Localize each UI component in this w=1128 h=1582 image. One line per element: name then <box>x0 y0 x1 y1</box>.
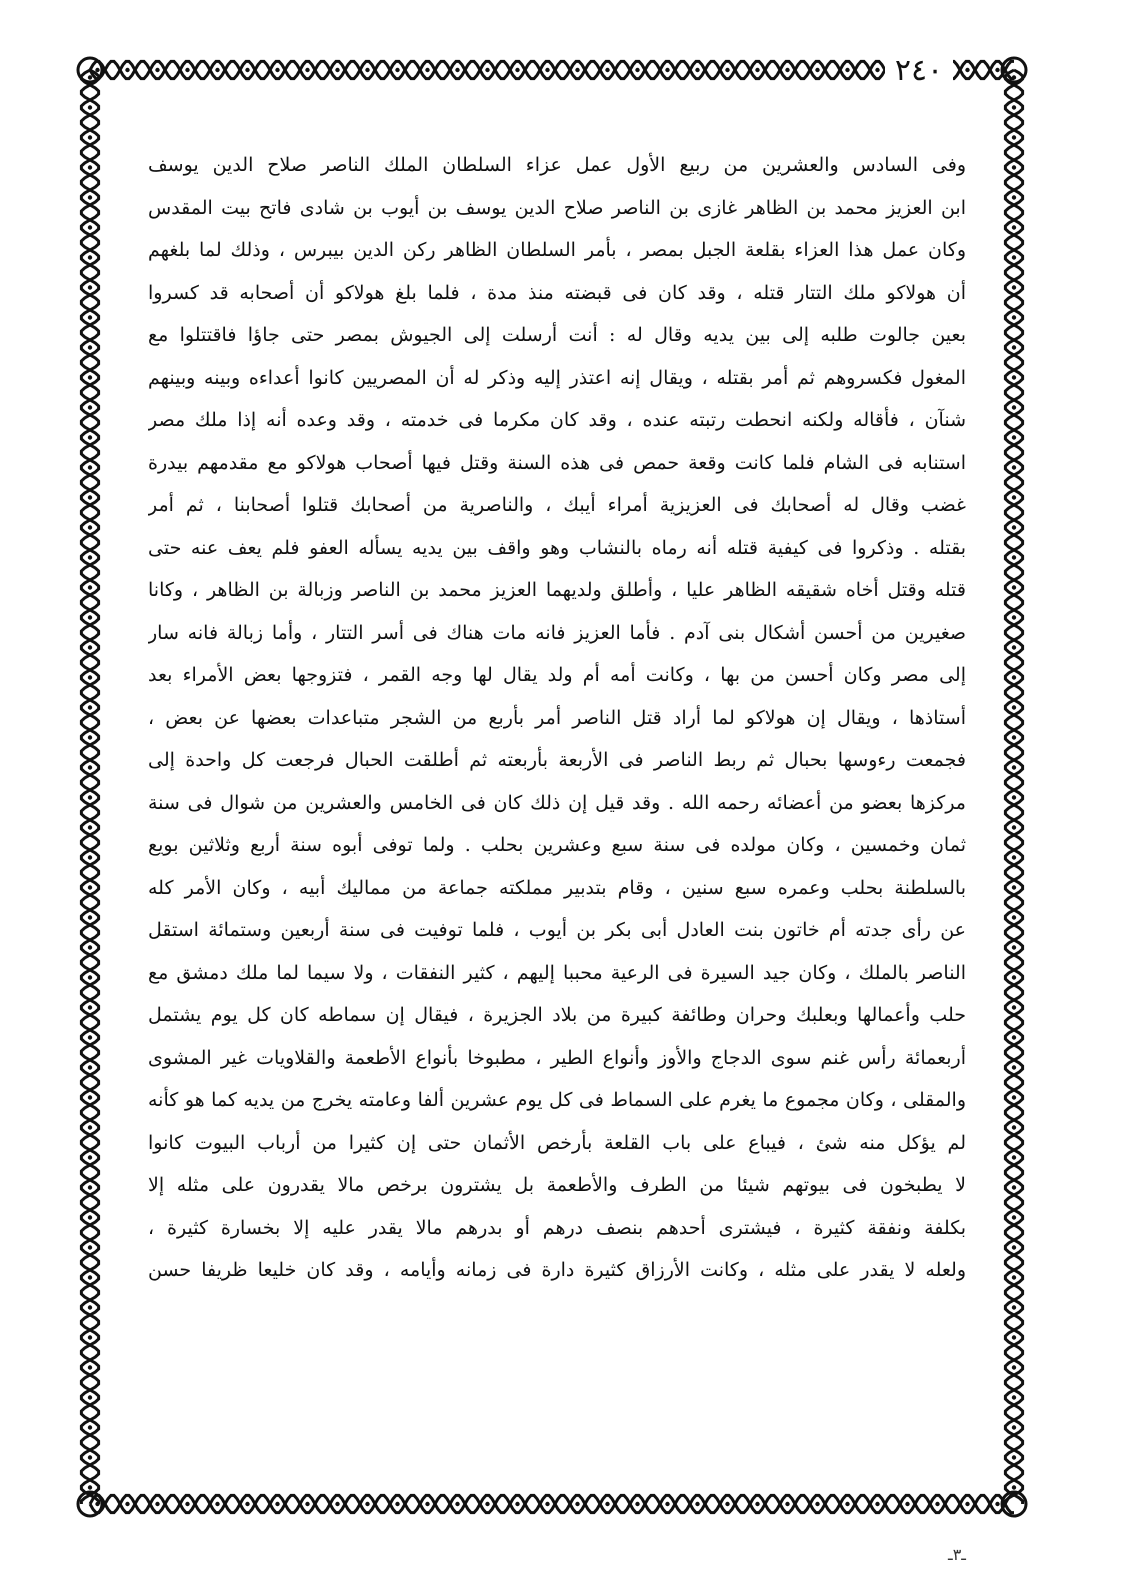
text-line: فجمعت رءوسها بحبال ثم ربط الناصر فى الأربعة بأربعته ثم أطلقت الحبال فرجعت كل واحدة إلى <box>148 749 966 771</box>
text-line: عن رأى جدته أم خاتون بنت العادل أبى بكر بن أيوب ، فلما توفيت فى سنة أربعين وستمائة استقل <box>148 919 966 941</box>
main-text <box>148 144 966 1444</box>
text-line: ابن العزيز محمد بن الظاهر غازى بن الناصر صلاح الدين يوسف بن أيوب بن شادى فاتح بيت المقدس <box>148 196 966 219</box>
footer-mark: ـ٣ـ <box>948 1545 966 1564</box>
text-line: شنآن ، فأقاله ولكنه انحطت رتبته عنده ، وقد كان مكرما فى خدمته ، وقد وعده أنه إذا ملك مصر <box>148 409 966 431</box>
text-line: غضب وقال له أصحابك فى العزيزية أمراء أيبك ، والناصرية من أصحابك قتلوا أصحابنا ، ثم أمر <box>148 494 966 516</box>
text-line: ولعله لا يقدر على مثله ، وكانت الأرزاق كثيرة دارة فى زمانه وأيامه ، وقد كان خليعا ظريفا حسن <box>148 1259 966 1281</box>
page-number: ٢٤٠ <box>885 53 953 89</box>
text-line: وفى السادس والعشرين من ربيع الأول عمل عزاء السلطان الملك الناصر صلاح الدين يوسف <box>148 154 966 176</box>
text-line: حلب وأعمالها وبعلبك وحران وطائفة كبيرة من بلاد الجزيرة ، فيقال إن سماطه كان كل يوم يشتمل <box>148 1004 966 1026</box>
text-line: بعين جالوت طلبه إلى بين يديه وقال له : أنت أرسلت إلى الجيوش بمصر حتى جاؤا فاقتتلوا مع <box>148 324 966 346</box>
text-line: قتله وقتل أخاه شقيقه الظاهر عليا ، وأطلق ولديهما العزيز محمد بن الناصر وزبالة بن الظاهر ، وكانا <box>148 579 966 601</box>
text-line: لا يطبخون فى بيوتهم شيئا من الطرف والأطعمة بل يشترون برخص مالا يقدرون على مثله إلا <box>148 1174 966 1196</box>
text-line: صغيرين من أحسن أشكال بنى آدم . فأما العزيز فانه مات هناك فى أسر التتار ، وأما زبالة فانه سار <box>148 621 966 644</box>
text-line: إلى مصر وكان أحسن من بها ، وكانت أمه أم ولد يقال لها وجه القمر ، فتزوجها بعض الأمراء بعد <box>148 664 966 686</box>
text-line: أستاذها ، ويقال إن هولاكو لما أراد قتل الناصر أمر بأربع من الشجر متباعدات بعضها عن بعض ، <box>148 706 966 729</box>
text-line: وكان عمل هذا العزاء بقلعة الجبل بمصر ، بأمر السلطان الظاهر ركن الدين بيبرس ، وذلك لما بلغهم <box>148 239 966 261</box>
text-line: استنابه فى الشام فلما كانت وقعة حمص فى هذه السنة وقتل فيها أصحاب هولاكو مع مقدمهم بيدرة <box>148 451 966 474</box>
text-line: أن هولاكو ملك التتار قتله ، وقد كان فى قبضته منذ مدة ، فلما بلغ هولاكو أن أصحابه قد كسروا <box>148 281 966 304</box>
text-line: والمقلى ، وكان مجموع ما يغرم على السماط فى كل يوم عشرين ألفا وعامته يخرج من يديه كما هو كأنه <box>148 1089 966 1111</box>
text-line: لم يؤكل منه شئ ، فيباع على باب القلعة بأرخص الأثمان حتى إن كثيرا من أرباب البيوت كانوا <box>148 1131 966 1154</box>
text-line: بكلفة ونفقة كثيرة ، فيشترى أحدهم بنصف درهم أو بدرهم مالا يقدر عليه إلا بخسارة كثيرة ، <box>148 1216 966 1239</box>
text-line: بقتله . وذكروا فى كيفية قتله أنه رماه بالنشاب وهو واقف بين يديه يسأله العفو فلم يعف عنه حتى <box>148 536 966 559</box>
text-line: بالسلطنة بحلب وعمره سبع سنين ، وقام بتدبير مملكته جماعة من مماليك أبيه ، وكان الأمر كله <box>148 876 966 899</box>
text-line: أربعمائة رأس غنم سوى الدجاج والأوز وأنواع الطير ، مطبوخا بأنواع الأطعمة والقلاويات غير المشوى <box>148 1046 966 1069</box>
text-line: مركزها بعضو من أعضائه رحمه الله . وقد قيل إن ذلك كان فى الخامس والعشرين من شوال فى سنة <box>148 791 966 814</box>
text-line: الناصر بالملك ، وكان جيد السيرة فى الرعية محببا إليهم ، كثير النفقات ، ولا سيما لما ملك دمشق مع <box>148 961 966 984</box>
text-line: ثمان وخمسين ، وكان مولده فى سنة سبع وعشرين بحلب . ولما توفى أبوه سنة أربع وثلاثين بويع <box>148 834 966 856</box>
text-line: المغول فكسروهم ثم أمر بقتله ، ويقال إنه اعتذر إليه وذكر له أن المصريين كانوا أعداءه وبينه وبينهم <box>148 366 966 389</box>
